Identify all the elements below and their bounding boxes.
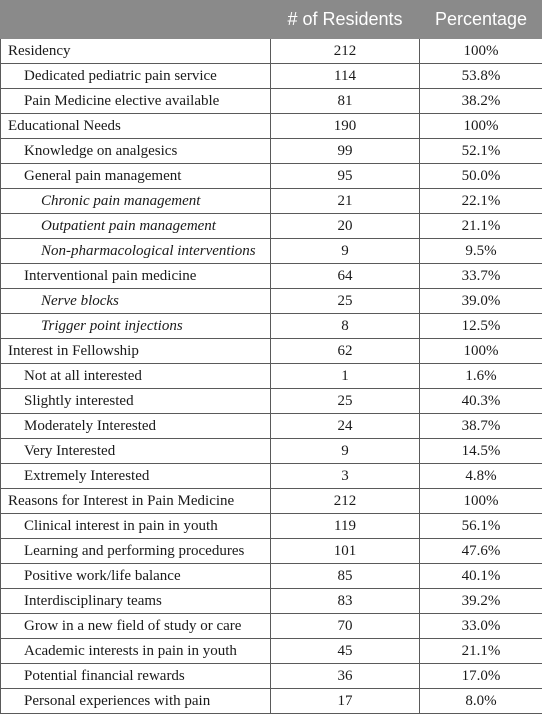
row-count: 70 bbox=[271, 614, 420, 639]
row-percentage: 33.0% bbox=[420, 614, 542, 639]
table-row bbox=[1, 614, 542, 639]
row-percentage: 38.2% bbox=[420, 89, 542, 114]
row-percentage: 1.6% bbox=[420, 364, 542, 389]
row-percentage: 47.6% bbox=[420, 539, 542, 564]
table-row bbox=[1, 439, 542, 464]
row-label: Educational Needs bbox=[1, 114, 271, 139]
section-row bbox=[1, 489, 542, 514]
row-percentage: 17.0% bbox=[420, 664, 542, 689]
section-row bbox=[1, 339, 542, 364]
row-count: 81 bbox=[271, 89, 420, 114]
row-count: 45 bbox=[271, 639, 420, 664]
row-count: 212 bbox=[271, 39, 420, 64]
table-row bbox=[1, 264, 542, 289]
table-row bbox=[1, 589, 542, 614]
row-label: Nerve blocks bbox=[1, 289, 271, 314]
table-row bbox=[1, 314, 542, 339]
row-percentage: 38.7% bbox=[420, 414, 542, 439]
row-label: Clinical interest in pain in youth bbox=[1, 514, 271, 539]
table-row bbox=[1, 289, 542, 314]
table-row bbox=[1, 239, 542, 264]
table-row bbox=[1, 664, 542, 689]
table-row bbox=[1, 214, 542, 239]
row-count: 8 bbox=[271, 314, 420, 339]
section-row bbox=[1, 39, 542, 64]
row-label: Slightly interested bbox=[1, 389, 271, 414]
row-percentage: 21.1% bbox=[420, 639, 542, 664]
header-row bbox=[1, 1, 542, 39]
row-label: Pain Medicine elective available bbox=[1, 89, 271, 114]
row-count: 95 bbox=[271, 164, 420, 189]
row-label: General pain management bbox=[1, 164, 271, 189]
row-label: Chronic pain management bbox=[1, 189, 271, 214]
row-count: 9 bbox=[271, 239, 420, 264]
row-count: 24 bbox=[271, 414, 420, 439]
row-label: Interventional pain medicine bbox=[1, 264, 271, 289]
row-label: Knowledge on analgesics bbox=[1, 139, 271, 164]
table-body bbox=[1, 39, 542, 714]
row-count: 190 bbox=[271, 114, 420, 139]
table-row bbox=[1, 539, 542, 564]
row-count: 25 bbox=[271, 289, 420, 314]
row-percentage: 33.7% bbox=[420, 264, 542, 289]
row-percentage: 4.8% bbox=[420, 464, 542, 489]
row-percentage: 12.5% bbox=[420, 314, 542, 339]
table-row bbox=[1, 639, 542, 664]
row-label: Grow in a new field of study or care bbox=[1, 614, 271, 639]
row-percentage: 52.1% bbox=[420, 139, 542, 164]
row-count: 25 bbox=[271, 389, 420, 414]
row-percentage: 39.2% bbox=[420, 589, 542, 614]
row-count: 119 bbox=[271, 514, 420, 539]
row-label: Non-pharmacological interventions bbox=[1, 239, 271, 264]
row-count: 21 bbox=[271, 189, 420, 214]
row-label: Learning and performing procedures bbox=[1, 539, 271, 564]
row-label: Reasons for Interest in Pain Medicine bbox=[1, 489, 271, 514]
row-count: 62 bbox=[271, 339, 420, 364]
table-row bbox=[1, 364, 542, 389]
row-count: 20 bbox=[271, 214, 420, 239]
table-row bbox=[1, 164, 542, 189]
section-row bbox=[1, 114, 542, 139]
table-row bbox=[1, 189, 542, 214]
row-label: Moderately Interested bbox=[1, 414, 271, 439]
row-label: Extremely Interested bbox=[1, 464, 271, 489]
row-percentage: 100% bbox=[420, 339, 542, 364]
header-percentage-column: Percentage bbox=[420, 1, 542, 39]
table-row bbox=[1, 414, 542, 439]
table-header bbox=[1, 1, 542, 39]
table-row bbox=[1, 139, 542, 164]
row-label: Trigger point injections bbox=[1, 314, 271, 339]
table-row bbox=[1, 464, 542, 489]
row-percentage: 53.8% bbox=[420, 64, 542, 89]
row-label: Interest in Fellowship bbox=[1, 339, 271, 364]
row-percentage: 100% bbox=[420, 39, 542, 64]
row-count: 85 bbox=[271, 564, 420, 589]
row-count: 17 bbox=[271, 689, 420, 714]
header-label-column bbox=[1, 1, 271, 39]
table-row bbox=[1, 389, 542, 414]
row-percentage: 56.1% bbox=[420, 514, 542, 539]
row-label: Positive work/life balance bbox=[1, 564, 271, 589]
row-count: 9 bbox=[271, 439, 420, 464]
row-label: Residency bbox=[1, 39, 271, 64]
row-count: 36 bbox=[271, 664, 420, 689]
row-percentage: 39.0% bbox=[420, 289, 542, 314]
row-count: 114 bbox=[271, 64, 420, 89]
row-percentage: 40.3% bbox=[420, 389, 542, 414]
row-count: 99 bbox=[271, 139, 420, 164]
row-label: Potential financial rewards bbox=[1, 664, 271, 689]
row-count: 101 bbox=[271, 539, 420, 564]
row-label: Academic interests in pain in youth bbox=[1, 639, 271, 664]
row-percentage: 22.1% bbox=[420, 189, 542, 214]
header-residents-column: # of Residents bbox=[271, 1, 420, 39]
row-percentage: 100% bbox=[420, 489, 542, 514]
row-percentage: 8.0% bbox=[420, 689, 542, 714]
row-label: Personal experiences with pain bbox=[1, 689, 271, 714]
row-count: 212 bbox=[271, 489, 420, 514]
table-row bbox=[1, 514, 542, 539]
row-label: Interdisciplinary teams bbox=[1, 589, 271, 614]
row-label: Not at all interested bbox=[1, 364, 271, 389]
row-count: 1 bbox=[271, 364, 420, 389]
row-percentage: 21.1% bbox=[420, 214, 542, 239]
row-percentage: 50.0% bbox=[420, 164, 542, 189]
row-label: Dedicated pediatric pain service bbox=[1, 64, 271, 89]
row-percentage: 100% bbox=[420, 114, 542, 139]
row-percentage: 9.5% bbox=[420, 239, 542, 264]
row-count: 64 bbox=[271, 264, 420, 289]
row-count: 83 bbox=[271, 589, 420, 614]
row-percentage: 40.1% bbox=[420, 564, 542, 589]
table-row bbox=[1, 564, 542, 589]
row-percentage: 14.5% bbox=[420, 439, 542, 464]
row-label: Outpatient pain management bbox=[1, 214, 271, 239]
row-label: Very Interested bbox=[1, 439, 271, 464]
row-count: 3 bbox=[271, 464, 420, 489]
table-row bbox=[1, 64, 542, 89]
table-row bbox=[1, 89, 542, 114]
